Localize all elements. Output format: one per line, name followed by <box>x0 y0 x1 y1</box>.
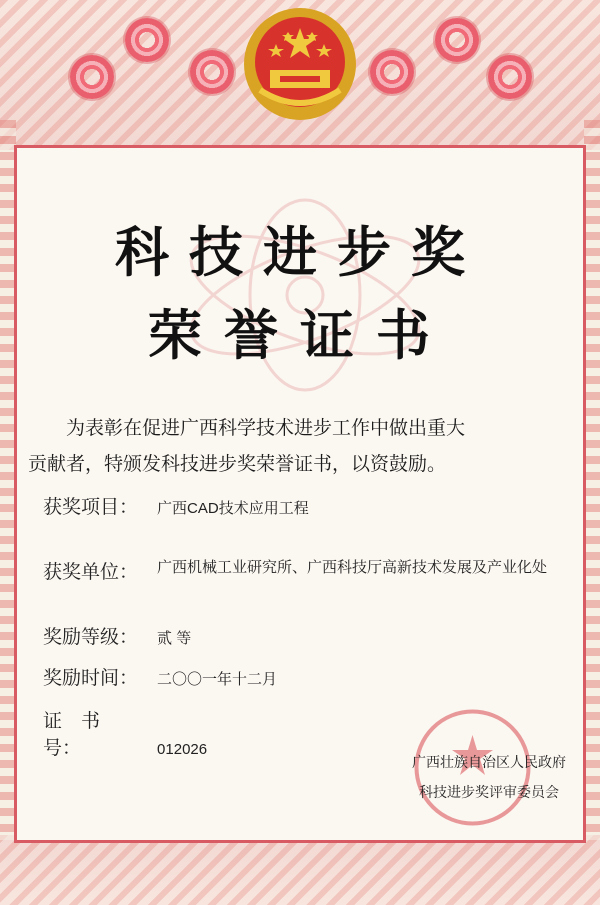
award-time-value: 二〇〇一年十二月 <box>157 671 278 688</box>
award-unit-row <box>43 557 587 584</box>
award-project-value: 广西CAD技术应用工程 <box>157 500 309 517</box>
award-level-label: 奖励等级： <box>43 626 139 648</box>
certificate-title-honor: 荣誉证书 <box>148 303 452 367</box>
body-line-1: 为表彰在促进广西科学技术进步工作中做出重大 <box>66 417 466 439</box>
flower-ornament-icon <box>435 18 479 62</box>
award-project-row <box>43 492 309 519</box>
award-unit-label: 获奖单位： <box>43 561 139 583</box>
certificate-title-award: 科技进步奖 <box>115 220 485 284</box>
flower-ornament-icon <box>488 55 532 99</box>
body-line-2: 贡献者，特颁发科技进步奖荣誉证书，以资鼓励。 <box>28 453 447 475</box>
flower-ornament-icon <box>190 50 234 94</box>
issuer-block <box>412 748 566 808</box>
award-time-row <box>43 663 277 690</box>
flower-ornament-icon <box>370 50 414 94</box>
award-level-row <box>43 622 191 649</box>
issuer-line-1: 广西壮族自治区人民政府 <box>412 755 566 771</box>
certificate-body-text <box>28 410 573 482</box>
flower-ornament-icon <box>125 18 169 62</box>
award-project-label: 获奖项目： <box>43 496 139 518</box>
bottom-border-pattern <box>0 835 600 905</box>
certificate-number-label: 证 书 号： <box>43 710 120 759</box>
award-level-value: 贰 等 <box>157 630 192 647</box>
national-emblem-icon <box>240 4 360 124</box>
award-time-label: 奖励时间： <box>43 667 139 689</box>
certificate-number-value: 012026 <box>157 741 208 758</box>
issuer-line-2: 科技进步奖评审委员会 <box>419 785 559 801</box>
award-unit-value: 广西机械工业研究所、广西科技厅高新技术发展及产业化处 <box>157 559 548 576</box>
flower-ornament-icon <box>70 55 114 99</box>
certificate-number-row <box>43 706 207 760</box>
